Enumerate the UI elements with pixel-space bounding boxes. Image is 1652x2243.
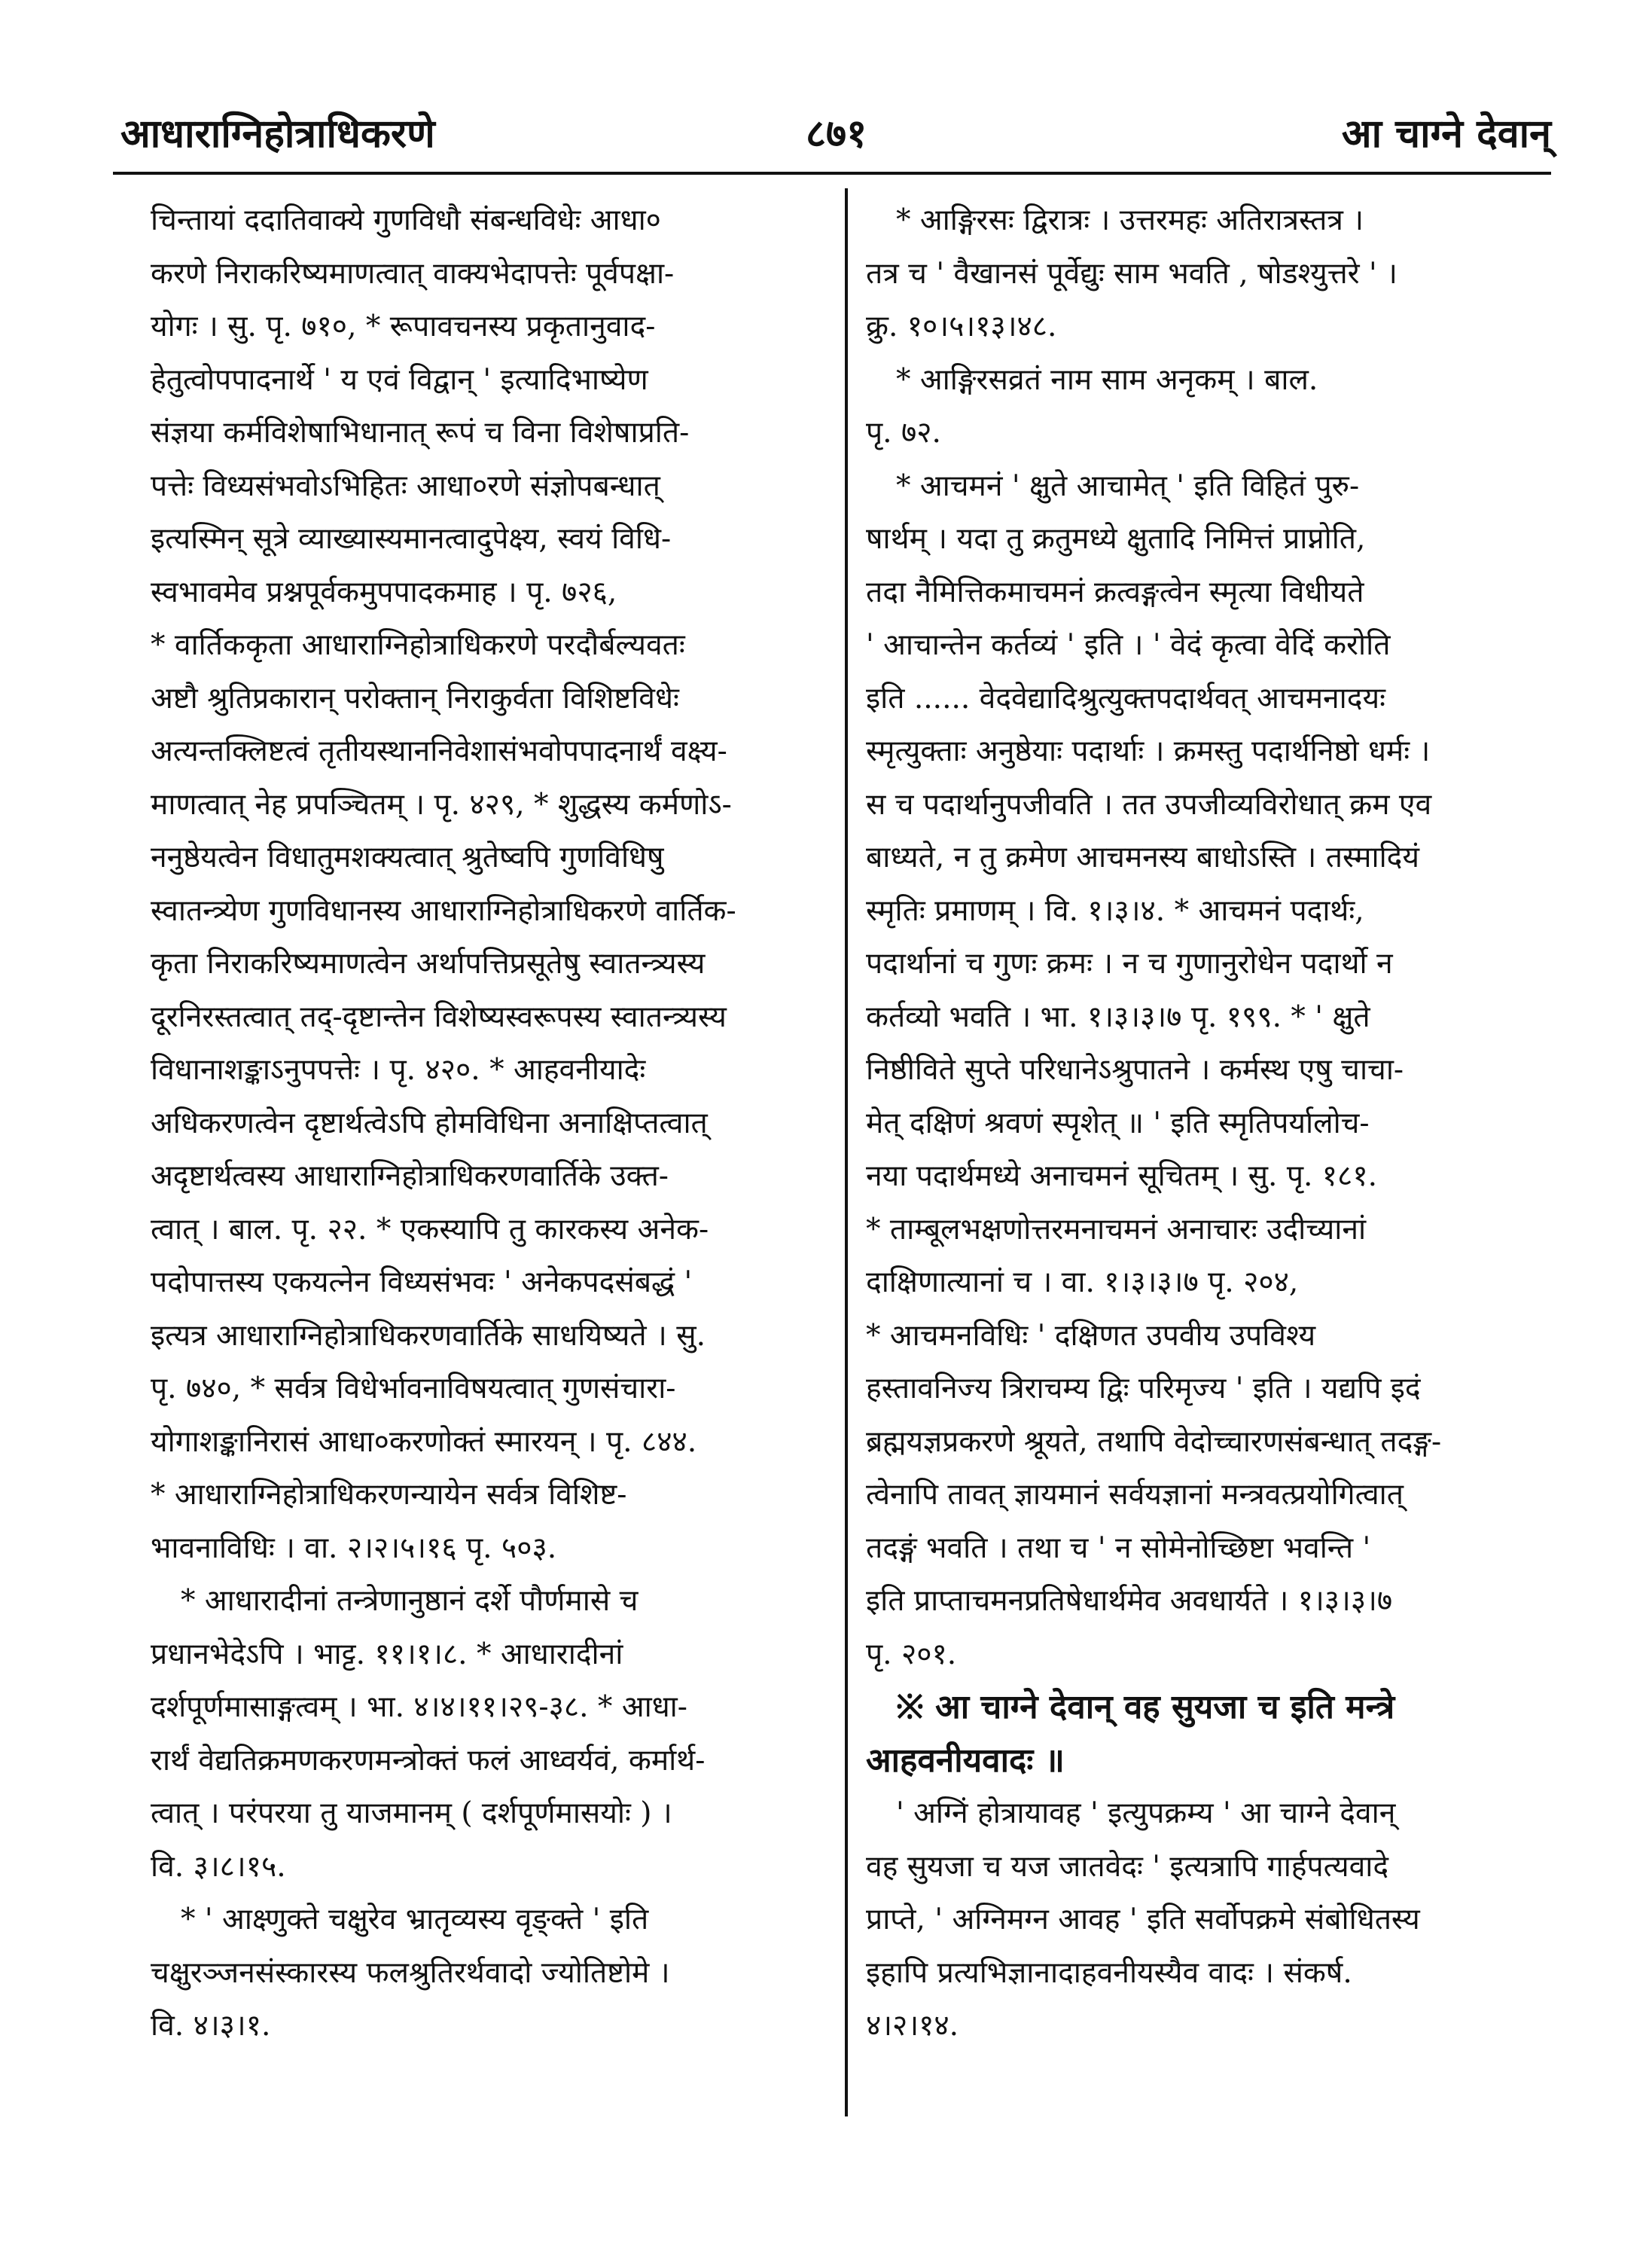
left-line: योगः । सु. पृ. ७१०, * रूपावचनस्य प्रकृतानुवाद-	[151, 310, 656, 343]
right-line: स च पदार्थानुपजीवति । तत उपजीव्यविरोधात् क्रम एव	[866, 787, 1432, 822]
right-line: प्राप्ते, ' अग्निमग्न आवह ' इति सर्वोपक्रमे संबोधितस्य	[866, 1903, 1420, 1936]
right-line: मेत् दक्षिणं श्रवणं स्पृशेत् ॥ ' इति स्मृतिपर्यालोच-	[866, 1106, 1370, 1140]
right-line: निष्ठीविते सुप्ते परिधानेऽश्रुपातने । कर्मस्थ एषु चाचा-	[866, 1053, 1404, 1087]
left-line: विधानाशङ्काऽनुपपत्तेः । पृ. ४२०. * आहवनीयादेः	[151, 1053, 646, 1087]
left-line: त्वात् । परंपरया तु याजमानम् ( दर्शपूर्णमासयोः ) ।	[151, 1796, 672, 1830]
left-line: प्रधानभेदेऽपि । भाट्ट. ११।१।८. * आधारादीनां	[151, 1637, 623, 1671]
right-line: * आङ्गिरसः द्विरात्रः । उत्तरमहः अतिरात्रस्तत्र ।	[896, 203, 1364, 237]
left-line: इत्यत्र आधाराग्निहोत्राधिकरणवार्तिके साधयिष्यते । सु.	[151, 1318, 706, 1353]
right-line: इति प्राप्ताचमनप्रतिषेधार्थमेव अवधार्यते । १।३।३।७	[866, 1584, 1393, 1618]
running-headword: आ चाग्ने देवान्	[1341, 111, 1551, 157]
left-line: दूरनिरस्तत्वात् तद्-दृष्टान्तेन विशेष्यस्वरूपस्य स्वातन्त्र्यस्य	[151, 999, 727, 1034]
page-number: ८७१	[806, 111, 867, 157]
left-line: * आधारादीनां तन्त्रेणानुष्ठानं दर्शे पौर्णमासे च	[181, 1584, 639, 1618]
right-line: पृ. ७२.	[866, 416, 941, 450]
left-line: पत्तेः विध्यसंभवोऽभिहितः आधा०रणे संज्ञोपबन्धात्	[151, 468, 660, 503]
left-line: रार्थं वेद्यतिक्रमणकरणमन्त्रोक्तं फलं आध्वर्यवं, कर्मार्थ-	[151, 1743, 706, 1778]
left-line: संज्ञया कर्मविशेषाभिधानात् रूपं च विना विशेषाप्रति-	[151, 416, 690, 450]
left-line: माणत्वात् नेह प्रपञ्चितम् । पृ. ४२९, * शुद्धस्य कर्मणोऽ-	[151, 787, 732, 822]
right-line: बाध्यते, न तु क्रमेण आचमनस्य बाधोऽस्ति । तस्मादियं	[866, 841, 1419, 874]
right-line: त्वेनापि तावत् ज्ञायमानं सर्वयज्ञानां मन्त्रवत्प्रयोगित्वात्	[866, 1478, 1404, 1512]
left-line: इत्यस्मिन् सूत्रे व्याख्यास्यमानत्वादुपेक्ष्य, स्वयं विधि-	[151, 522, 672, 556]
right-line: स्मृतिः प्रमाणम् । वि. १।३।४. * आचमनं पदार्थः,	[866, 893, 1364, 928]
right-line: ' अग्निं होत्रायावह ' इत्युपक्रम्य ' आ चाग्ने देवान्	[896, 1796, 1396, 1830]
right-line: तदङ्गं भवति । तथा च ' न सोमेनोच्छिष्टा भवन्ति '	[866, 1530, 1371, 1565]
left-line: स्वभावमेव प्रश्नपूर्वकमुपपादकमाह । पृ. ७२६,	[151, 575, 617, 609]
page-header	[113, 98, 1551, 166]
left-column	[151, 194, 824, 2138]
left-line: अदृष्टार्थत्वस्य आधाराग्निहोत्राधिकरणवार्तिके उक्त-	[151, 1159, 669, 1193]
right-line: हस्तावनिज्य त्रिराचम्य द्विः परिमृज्य ' इति । यद्यपि इदं	[866, 1372, 1421, 1405]
right-line: ' आचान्तेन कर्तव्यं ' इति । ' वेदं कृत्वा वेदिं करोति	[866, 628, 1391, 662]
left-line: * आधाराग्निहोत्राधिकरणन्यायेन सर्वत्र विशिष्ट-	[151, 1478, 627, 1512]
left-line: अत्यन्तक्लिष्टत्वं तृतीयस्थाननिवेशासंभवोपपादनार्थं वक्ष्य-	[151, 734, 727, 768]
left-line: कृता निराकरिष्यमाणत्वेन अर्थापत्तिप्रसूतेषु स्वातन्त्र्यस्य	[151, 947, 706, 981]
running-title: आधाराग्निहोत्राधिकरणे	[120, 111, 435, 157]
right-line: तदा नैमित्तिकमाचमनं क्रत्वङ्गत्वेन स्मृत्या विधीयते	[866, 575, 1364, 609]
section-heading-continued: आहवनीयवादः ॥	[866, 1741, 1065, 1780]
left-line: ननुष्ठेयत्वेन विधातुमशक्यत्वात् श्रुतेष्वपि गुणविधिषु	[151, 841, 664, 874]
left-line: पृ. ७४०, * सर्वत्र विधेर्भावनाविषयत्वात् गुणसंचारा-	[151, 1372, 676, 1405]
left-line: वि. ३।८।१५.	[151, 1849, 286, 1884]
right-line: पृ. २०१.	[866, 1637, 957, 1671]
left-line: * ' आक्ष्णुक्ते चक्षुरेव भ्रातृव्यस्य वृङ्क्ते ' इति	[181, 1903, 649, 1936]
left-line: चिन्तायां ददातिवाक्ये गुणविधौ संबन्धविधेः आधा०	[151, 203, 661, 237]
right-line: ४।२।१४.	[866, 2009, 959, 2043]
left-line: करणे निराकरिष्यमाणत्वात् वाक्यभेदापत्तेः पूर्वपक्षा-	[151, 256, 675, 291]
left-line: पदोपात्तस्य एकयत्नेन विध्यसंभवः ' अनेकपदसंबद्धं '	[151, 1265, 693, 1299]
right-line: दाक्षिणात्यानां च । वा. १।३।३।७ पृ. २०४,	[866, 1265, 1299, 1299]
right-line: षार्थम् । यदा तु क्रतुमध्ये क्षुतादि निमित्तं प्राप्नोति,	[866, 522, 1366, 556]
right-line: नया पदार्थमध्ये अनाचमनं सूचितम् । सु. पृ. १८१.	[866, 1159, 1378, 1193]
right-line: पदार्थानां च गुणः क्रमः । न च गुणानुरोधेन पदार्थो न	[866, 947, 1393, 981]
right-line: कर्तव्यो भवति । भा. १।३।३।७ पृ. १९९. * ' क्षुते	[866, 999, 1370, 1034]
column-divider	[845, 188, 848, 2116]
right-line: * आचमनविधिः ' दक्षिणत उपवीय उपविश्य	[866, 1318, 1316, 1353]
right-line: इति ...... वेदवेद्यादिश्रुत्युक्तपदार्थवत् आचमनादयः	[866, 681, 1385, 716]
right-line: क्रु. १०।५।१३।४८.	[866, 310, 1057, 343]
section-heading: ※ आ चाग्ने देवान् वह सुयजा च इति मन्त्रे	[896, 1688, 1395, 1726]
left-line: दर्शपूर्णमासाङ्गत्वम् । भा. ४।४।११।२९-३८. * आधा-	[151, 1690, 687, 1724]
left-line: वि. ४।३।१.	[151, 2009, 271, 2043]
left-line: अधिकरणत्वेन दृष्टार्थत्वेऽपि होमविधिना अनाक्षिप्तत्वात्	[151, 1106, 708, 1140]
right-line: * आङ्गिरसव्रतं नाम साम अनृकम् । बाल.	[896, 362, 1318, 397]
header-rule	[113, 172, 1551, 175]
right-line: * ताम्बूलभक्षणोत्तरमनाचमनं अनाचारः उदीच्यानां	[866, 1212, 1367, 1247]
right-column	[866, 194, 1532, 2138]
right-line: स्मृत्युक्ताः अनुष्ठेयाः पदार्थाः । क्रमस्तु पदार्थनिष्ठो धर्मः ।	[866, 734, 1431, 768]
left-line: चक्षुरञ्जनसंस्कारस्य फलश्रुतिरर्थवादो ज्योतिष्टोमे ।	[151, 1955, 670, 1990]
left-line: त्वात् । बाल. पृ. २२. * एकस्यापि तु कारकस्य अनेक-	[151, 1212, 709, 1247]
left-line: भावनाविधिः । वा. २।२।५।१६ पृ. ५०३.	[151, 1530, 557, 1565]
left-line: अष्टौ श्रुतिप्रकारान् परोक्तान् निराकुर्वता विशिष्टविधेः	[151, 681, 679, 716]
right-line: इहापि प्रत्यभिज्ञानादाहवनीयस्यैव वादः । संकर्ष.	[866, 1955, 1352, 1990]
left-line: * वार्तिककृता आधाराग्निहोत्राधिकरणे परदौर्बल्यवतः	[151, 628, 685, 662]
left-line: स्वातन्त्र्येण गुणविधानस्य आधाराग्निहोत्राधिकरणे वार्तिक-	[151, 893, 736, 928]
left-line: योगाशङ्कानिरासं आधा०करणोक्तं स्मारयन् । पृ. ८४४.	[151, 1424, 697, 1459]
right-line: * आचमनं ' क्षुते आचामेत् ' इति विहितं पुरु-	[896, 468, 1360, 503]
right-line: ब्रह्मयज्ञप्रकरणे श्रूयते, तथापि वेदोच्चारणसंबन्धात् तदङ्ग-	[866, 1424, 1442, 1459]
right-line: वह सुयजा च यज जातवेदः ' इत्यत्रापि गार्हपत्यवादे	[866, 1849, 1389, 1884]
right-line: तत्र च ' वैखानसं पूर्वेद्युः साम भवति , षोडश्युत्तरे ' ।	[866, 256, 1397, 291]
left-line: हेतुत्वोपपादनार्थे ' य एवं विद्वान् ' इत्यादिभाष्येण	[151, 362, 648, 397]
